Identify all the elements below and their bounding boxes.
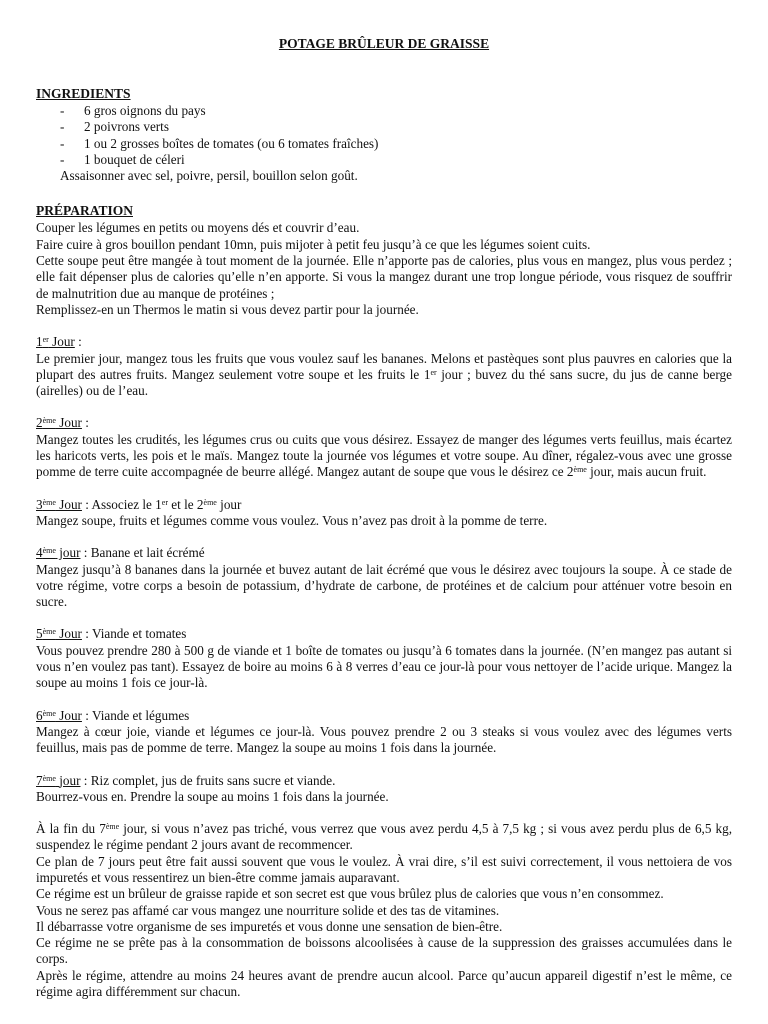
list-item: [36, 136, 732, 152]
preparation-line: Faire cuire à gros bouillon pendant 10mn, puis mijoter à petit feu jusqu’à ce que les légumes soient cuits.: [36, 236, 591, 252]
day-text: Mangez toutes les crudités, les légumes crus ou cuits que vous désirez. Essayez de manger des légumes verts feuillus, mais écartez les haricots verts, les pois et le maïs. Mangez toute la journée vos légumes et votre soupe. Au dîner, régalez-vous avec une grosse pomme de terre cuite accompagnée de beurre allégé. Mangez autant de soupe que vous le désirez ce 2ème jour, mais aucun fruit.: [36, 431, 732, 480]
document-title: POTAGE BRÛLEUR DE GRAISSE: [278, 36, 490, 51]
day-text: Mangez à cœur joie, viande et légumes ce jour-là. Vous pouvez prendre 2 ou 3 steaks si vous voulez avec des légumes verts feuillus, mais pas de pomme de terre. Mangez la soupe au moins 1 fois dans la journée.: [36, 723, 732, 756]
preparation-line: Couper les légumes en petits ou moyens dés et couvrir d’eau.: [36, 220, 360, 236]
day-subtitle: Viande et tomates: [91, 626, 187, 642]
conclusion-paragraph: À la fin du 7ème jour, si vous n’avez pas triché, vous verrez que vous avez perdu 4,5 à 7,5 kg ; si vous avez perdu plus de 6,5 kg, suspendez le régime pendant 2 jours avant de recommencer.: [36, 821, 732, 853]
day-heading: 2ème Jour :: [36, 415, 89, 431]
conclusion-paragraph: Il débarrasse votre organisme de ses impuretés et vous donne une sensation de bien-être.: [36, 918, 503, 934]
preparation-heading: PRÉPARATION: [36, 203, 133, 219]
day-2-section: [36, 415, 732, 480]
day-text: Mangez soupe, fruits et légumes comme vous voulez. Vous n’avez pas droit à la pomme de terre.: [36, 512, 548, 528]
day-subtitle: Banane et lait écrémé: [90, 545, 205, 561]
day-1-section: [36, 334, 732, 399]
day-text: Bourrez-vous en. Prendre la soupe au moins 1 fois dans la journée.: [36, 788, 389, 804]
day-label: 1er Jour: [36, 334, 75, 350]
list-item: [36, 152, 732, 168]
day-label: 6ème Jour: [36, 707, 82, 723]
document-page: [36, 36, 732, 1000]
day-heading: 5ème Jour : Viande et tomates: [36, 626, 187, 642]
ingredient-text: 1 ou 2 grosses boîtes de tomates (ou 6 tomates fraîches): [84, 135, 379, 151]
ingredients-list: [36, 103, 732, 168]
preparation-section: [36, 203, 732, 318]
day-subtitle: Viande et légumes: [91, 707, 190, 723]
preparation-line: Remplissez-en un Thermos le matin si vous devez partir pour la journée.: [36, 301, 419, 317]
list-item: [36, 103, 732, 119]
day-7-section: [36, 773, 732, 806]
ingredient-text: 1 bouquet de céleri: [84, 151, 185, 167]
conclusion-paragraph: Ce plan de 7 jours peut être fait aussi souvent que vous le voulez. À vrai dire, s’il est suivi correctement, il vous nettoiera de vos impuretés et vous ressentirez un bien-être comme jamais auparavant.: [36, 853, 732, 885]
day-heading: 1er Jour :: [36, 334, 82, 350]
day-heading: 3ème Jour : Associez le 1er et le 2ème jour: [36, 496, 242, 512]
day-4-section: [36, 545, 732, 610]
day-5-section: [36, 626, 732, 691]
day-label: 7ème jour: [36, 772, 81, 788]
day-text: Le premier jour, mangez tous les fruits que vous voulez sauf les bananes. Melons et pastèques sont plus pauvres en calories que la plupart des autres fruits. Mangez seulement votre soupe et les fruits le 1er jour ; buvez du thé sans sucre, du jus de canne berge (airelles) ou de l’eau.: [36, 350, 732, 399]
day-label: 4ème jour: [36, 545, 81, 561]
day-heading: 7ème jour : Riz complet, jus de fruits sans sucre et viande.: [36, 772, 336, 788]
list-dash: -: [60, 119, 65, 135]
ingredients-section: [36, 86, 732, 184]
day-heading: 4ème jour : Banane et lait écrémé: [36, 545, 205, 561]
list-dash: -: [60, 135, 65, 151]
conclusion-paragraph: Après le régime, attendre au moins 24 heures avant de prendre aucun alcool. Parce qu’aucun appareil digestif n’est le même, ce régime agira différemment sur chacun.: [36, 967, 732, 1000]
day-text: Vous pouvez prendre 280 à 500 g de viande et 1 boîte de tomates ou jusqu’à 6 tomates dans la journée. (N’en mangez pas autant si vous n’en voulez pas tant). Essayez de boire au moins 6 à 8 verres d’eau ce jour-là pour vous nettoyer de l’acide urique. Mangez la soupe au moins 1 fois ce jour-là.: [36, 642, 732, 691]
day-label: 2ème Jour: [36, 415, 82, 431]
conclusion-paragraph: Ce régime ne se prête pas à la consommation de boissons alcoolisées à cause de la suppression des graisses accumulées dans le corps.: [36, 935, 732, 967]
preparation-line: Cette soupe peut être mangée à tout moment de la journée. Elle n’apporte pas de calories, plus vous en mangez, plus vous perdez ; elle fait dépenser plus de calories qu’elle n’en apporte. Si vous la mangez durant une trop longue période, vous risquez de souffrir de malnutrition due au manque de protéines ;: [36, 253, 732, 301]
day-subtitle: Riz complet, jus de fruits sans sucre et viande.: [90, 772, 336, 788]
day-6-section: [36, 708, 732, 757]
day-heading: 6ème Jour : Viande et légumes: [36, 707, 190, 723]
ingredients-heading: INGREDIENTS: [36, 86, 131, 101]
day-label: 5ème Jour: [36, 626, 82, 642]
ingredient-text: 6 gros oignons du pays: [84, 103, 206, 118]
ingredient-text: 2 poivrons verts: [84, 119, 169, 135]
list-dash: -: [60, 151, 65, 167]
list-item: [36, 119, 732, 135]
conclusion-paragraph: Ce régime est un brûleur de graisse rapide et son secret est que vous brûlez plus de calories que vous n’en consommez.: [36, 886, 664, 902]
conclusion-section: [36, 821, 732, 1000]
day-3-section: [36, 497, 732, 530]
day-text: Mangez jusqu’à 8 bananes dans la journée et buvez autant de lait écrémé que vous le désirez avec toujours la soupe. À ce stade de votre régime, votre corps a besoin de potassium, d’hydrate de carbone, de protéines et de calcium pour atténuer votre besoin en sucre.: [36, 561, 732, 610]
day-label: 3ème Jour: [36, 496, 82, 512]
conclusion-paragraph: Vous ne serez pas affamé car vous mangez une nourriture solide et des tas de vitamines.: [36, 902, 500, 918]
list-dash: -: [60, 103, 65, 118]
seasoning-text: Assaisonner avec sel, poivre, persil, bouillon selon goût.: [60, 168, 358, 184]
